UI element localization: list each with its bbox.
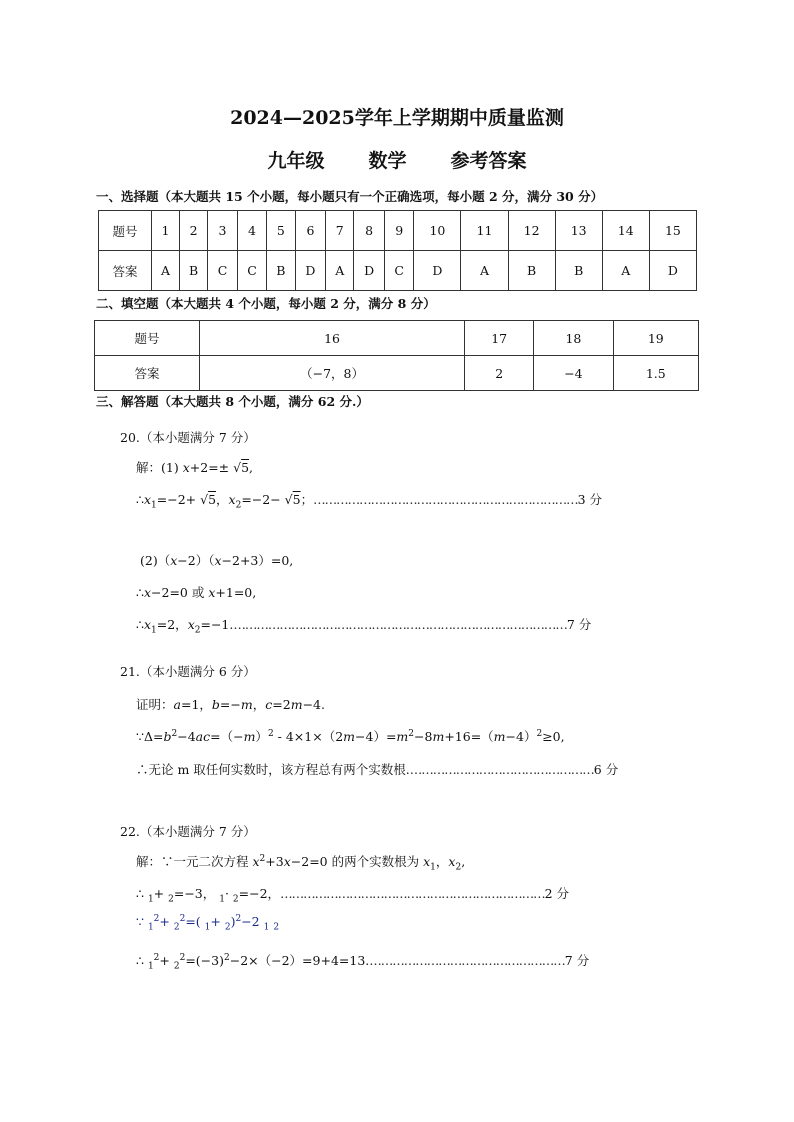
table-row <box>99 251 697 291</box>
q22-line1: 解：∵一元二次方程 $x^2+3x-2=0$ 的两个实数根为 $x_1$，$x_2$, <box>136 853 466 873</box>
q22-line2: ∴ $_1$+ $_2$=−3， $_1$· $_2$=−2，……………………………………………………………2 分 <box>136 886 569 905</box>
table-cell: 19 <box>613 321 698 356</box>
q21-line2: $\because\Delta=b^2-4ac=(-m)^2 - 4\times 1\times(2m-4)=m^2-8m+16=(m-4)^2\ge 0$, <box>136 728 565 744</box>
table-row <box>99 211 697 251</box>
table-cell: 题号 <box>95 321 200 356</box>
table-cell: （−7，8） <box>200 356 465 391</box>
table-row <box>95 356 699 391</box>
section3-heading: 三、解答题（本大题共 8 个小题，满分 62 分.） <box>96 394 369 409</box>
table-cell: 6 <box>295 211 326 251</box>
table-cell: 2 <box>179 211 207 251</box>
table-cell: 16 <box>200 321 465 356</box>
table-cell: 13 <box>555 211 602 251</box>
doc-type-label: 参考答案 <box>450 150 527 172</box>
table-cell: 14 <box>602 211 649 251</box>
score-label: 7 分 <box>566 617 592 632</box>
q20-line2: $\therefore x_1=-2+ √5$，$x_2=-2- √5$；……………………………………………………………3 分 <box>136 492 603 511</box>
table-cell: B <box>179 251 207 291</box>
table-cell: 4 <box>237 211 266 251</box>
table-cell: D <box>354 251 385 291</box>
table-cell: A <box>602 251 649 291</box>
table-cell: C <box>208 251 237 291</box>
table-cell: 17 <box>465 321 534 356</box>
fill-answer-table <box>94 320 699 391</box>
table-cell: A <box>326 251 354 291</box>
table-cell: 10 <box>414 211 461 251</box>
q20-line3: (2)（x−2）（x−2+3）=0, <box>140 553 294 568</box>
table-cell: D <box>649 251 696 291</box>
score-label: 7 分 <box>564 953 590 968</box>
table-cell: D <box>295 251 326 291</box>
table-cell: D <box>414 251 461 291</box>
grade-label: 九年级 <box>267 150 325 172</box>
table-cell: 答案 <box>99 251 152 291</box>
q22-line4: ∴ $_1^2+ _2^2=(-3)^2-2\times(-2)=9+4=13.\dots\dots\dots\dots\dots\dots\dots\dots\dots\dots\dots\dots\dots\dots\dots\dots\dots 7$ 分 <box>136 952 590 972</box>
table-cell: 1.5 <box>613 356 698 391</box>
table-cell: A <box>152 251 180 291</box>
table-cell: 8 <box>354 211 385 251</box>
page-subtitle <box>0 146 794 173</box>
q21-line1: 证明：a=1，b=−m，c=2m−4. <box>136 697 325 712</box>
q20-line4: ∴x−2=0 或 x+1=0, <box>136 585 257 600</box>
q20-line5: $\therefore x_1=2$，$x_2=-1.\dots\dots\dots\dots\dots\dots\dots\dots\dots\dots\dots\dots\dots\dots\dots\dots\dots\dots\dots\dots\dots\dots\dots\dots\dots\dots\dots\dots\dots 7$ 分 <box>136 617 592 636</box>
table-cell: −4 <box>534 356 613 391</box>
table-cell: B <box>555 251 602 291</box>
score-label: 2 分 <box>544 886 569 901</box>
table-cell: 2 <box>465 356 534 391</box>
table-cell: 11 <box>461 211 508 251</box>
table-cell: B <box>508 251 555 291</box>
table-cell: 9 <box>384 211 413 251</box>
table-cell: C <box>237 251 266 291</box>
table-cell: C <box>384 251 413 291</box>
table-cell: 3 <box>208 211 237 251</box>
section1-heading: 一、选择题（本大题共 15 个小题，每小题只有一个正确选项，每小题 2 分，满分 30 分） <box>96 189 604 204</box>
choice-answer-table <box>98 210 697 291</box>
page-title: 2024—2025学年上学期期中质量监测 <box>230 107 564 129</box>
table-cell: 1 <box>152 211 180 251</box>
table-row <box>95 321 699 356</box>
table-cell: 答案 <box>95 356 200 391</box>
table-cell: 18 <box>534 321 613 356</box>
q22-line3: ∵ $_1^2$+ $_2^2$=( $_1$+ $_2$)$^2$−2 $_1$ $_2$ <box>136 914 280 933</box>
q22-header: 22.（本小题满分 7 分） <box>120 824 256 839</box>
q20-header: 20.（本小题满分 7 分） <box>120 430 256 445</box>
q21-header: 21.（本小题满分 6 分） <box>120 664 256 679</box>
q20-line1: 解：(1) x+2=± √5, <box>136 460 254 475</box>
table-cell: 5 <box>267 211 295 251</box>
table-cell: 题号 <box>99 211 152 251</box>
score-label: 3 分 <box>577 492 603 507</box>
score-label: 6 分 <box>593 762 619 777</box>
subject-label: 数学 <box>368 150 407 172</box>
table-cell: A <box>461 251 508 291</box>
table-cell: 12 <box>508 211 555 251</box>
section2-heading: 二、填空题（本大题共 4 个小题，每小题 2 分，满分 8 分） <box>96 296 436 311</box>
table-cell: B <box>267 251 295 291</box>
table-cell: 7 <box>326 211 354 251</box>
table-cell: 15 <box>649 211 696 251</box>
q21-line3: ∴无论 m 取任何实数时，该方程总有两个实数根.…………………………………………6 分 <box>136 762 619 777</box>
